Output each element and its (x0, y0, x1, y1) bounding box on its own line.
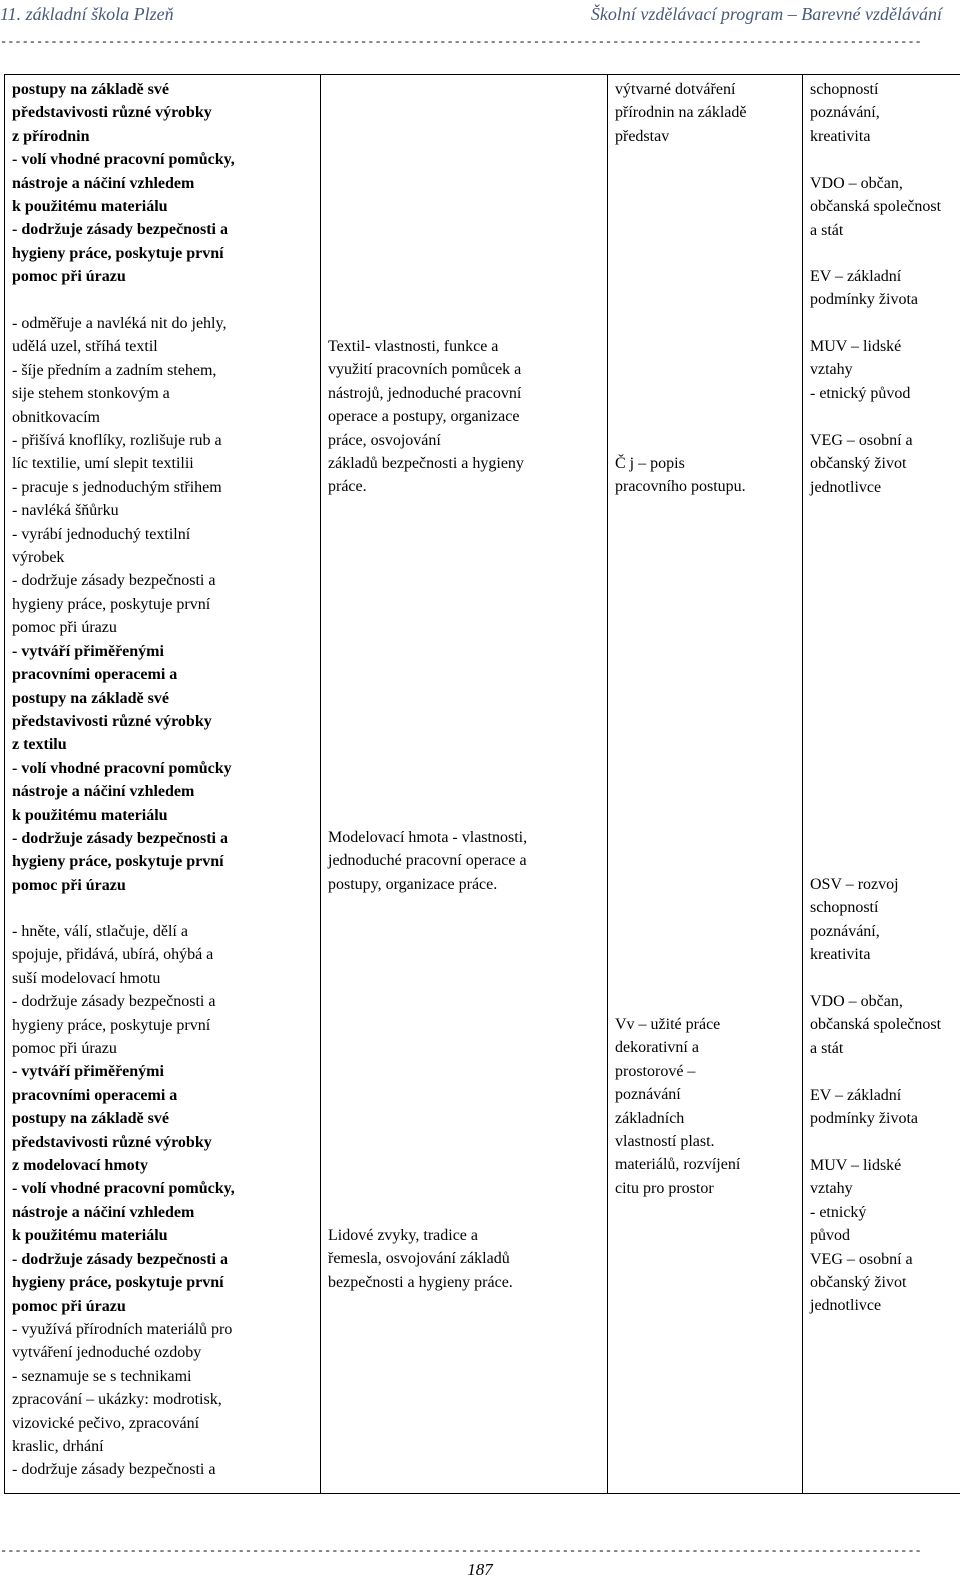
text-line: vztahy (810, 361, 853, 379)
footer-rule: -------------------------------------------------------------------------------------------------------------------------------- (0, 1545, 922, 1557)
text-line: výrobek (12, 549, 65, 567)
text-line: Vv – užité práce (615, 1016, 721, 1033)
text-line: občanská společnost (810, 198, 942, 216)
text-line: Č j – popis (615, 455, 685, 472)
text-line: kreativita (810, 946, 871, 964)
table-row (5, 75, 960, 1494)
outcomes-block-hmota (12, 920, 313, 1482)
theme-ev-2 (810, 1084, 960, 1131)
text-line: VEG – osobní a (810, 432, 913, 449)
text-line: - využívá přírodních materiálů pro (12, 1320, 233, 1338)
text-line: z textilu (12, 736, 67, 754)
text-line: obnitkovacím (12, 408, 100, 426)
relation-cj (615, 452, 795, 499)
text-line: - etnický (810, 1203, 867, 1221)
text-line: představ (615, 127, 670, 145)
text-line: pracovního postupu. (615, 478, 746, 496)
text-line: práce, osvojování (328, 431, 441, 449)
text-line: EV – základní (810, 1087, 902, 1104)
text-line: VEG – osobní a (810, 1250, 913, 1268)
text-line: pracovními operacemi a (12, 666, 178, 684)
text-line: vizovické pečivo, zpracování (12, 1414, 200, 1432)
text-line: operace a postupy, organizace (328, 408, 520, 426)
relation-vytvarne (615, 78, 795, 148)
text-line: občanská společnost (810, 1016, 942, 1034)
text-line: - vytváří přiměřenými (12, 1063, 164, 1081)
text-line: - etnický původ (810, 384, 911, 402)
text-line: k použitému materiálu (12, 806, 168, 824)
text-line: - přišívá knoflíky, rozlišuje rub a (12, 432, 222, 450)
text-line: - dodržuje zásady bezpečnosti a (12, 1461, 216, 1479)
text-line: líc textilie, umí slepit textilii (12, 455, 194, 473)
text-line: nástroje a náčiní vzhledem (12, 1203, 195, 1221)
text-line: - odměřuje a navléká nit do jehly, (12, 315, 227, 332)
text-line: a stát (810, 1039, 844, 1057)
text-line: - šíje předním a zadním stehem, (12, 361, 217, 379)
relation-vv (615, 1013, 795, 1200)
text-line: postupy na základě své (12, 1110, 169, 1128)
text-line: - vyrábí jednoduchý textilní (12, 525, 191, 543)
text-line: představivosti různé výrobky (12, 712, 212, 730)
text-line: VDO – občan, (810, 175, 903, 192)
text-line: podmínky života (810, 1110, 918, 1128)
text-line: - dodržuje zásady bezpečnosti a (12, 572, 216, 590)
theme-osv-1 (810, 78, 960, 148)
text-line: občanský život (810, 455, 907, 473)
text-line: základů bezpečnosti a hygieny (328, 455, 524, 473)
text-line: - dodržuje zásady bezpečnosti a (12, 221, 228, 239)
text-line: nástrojů, jednoduché pracovní (328, 384, 522, 402)
themes-column (803, 75, 960, 1494)
text-line: zpracování – ukázky: modrotisk, (12, 1391, 222, 1409)
text-line: občanský život (810, 1274, 907, 1292)
theme-muv-1 (810, 335, 960, 405)
text-line: z přírodnin (12, 127, 90, 145)
text-line: Lidové zvyky, tradice a (328, 1227, 479, 1244)
text-line: nástroje a náčiní vzhledem (12, 783, 195, 801)
text-line: schopností (810, 81, 879, 98)
text-line: z modelovací hmoty (12, 1157, 148, 1175)
text-line: EV – základní (810, 268, 902, 285)
text-line: původ (810, 1227, 850, 1245)
text-line: práce. (328, 478, 367, 496)
theme-vdo-2 (810, 990, 960, 1060)
content-lidove-zvyky (328, 1224, 600, 1294)
text-line: postupy, organizace práce. (328, 875, 498, 893)
text-line: jednotlivce (810, 1297, 882, 1315)
text-line: sije stehem stonkovým a (12, 385, 170, 403)
text-line: představivosti různé výrobky (12, 104, 212, 122)
text-line: - volí vhodné pracovní pomůcky, (12, 1180, 235, 1198)
outcomes-column (5, 75, 321, 1494)
text-line: hygieny práce, poskytuje první (12, 1016, 211, 1034)
text-line: prostorové – (615, 1062, 696, 1080)
text-line: citu pro prostor (615, 1179, 714, 1197)
text-line: dekorativní a (615, 1039, 699, 1057)
text-line: hygieny práce, poskytuje první (12, 595, 211, 613)
text-line: hygieny práce, poskytuje první (12, 853, 224, 871)
header-rule: -------------------------------------------------------------------------------------------------------------------------------- (0, 36, 922, 48)
text-line: poznávání, (810, 104, 880, 122)
text-line: MUV – lidské (810, 338, 902, 355)
text-line: hygieny práce, poskytuje první (12, 1274, 224, 1292)
text-line: postupy na základě své (12, 81, 169, 98)
text-line: schopností (810, 899, 879, 917)
text-line: - pracuje s jednoduchým střihem (12, 478, 222, 496)
text-line: výtvarné dotváření (615, 81, 736, 98)
curriculum-table (4, 74, 960, 1494)
outcomes-block-prirodniny (12, 78, 313, 289)
text-line: jednoduché pracovní operace a (328, 852, 527, 870)
text-line: VDO – občan, (810, 993, 903, 1010)
text-line: základních (615, 1109, 685, 1127)
text-line: pracovními operacemi a (12, 1086, 178, 1104)
text-line: bezpečnosti a hygieny práce. (328, 1273, 513, 1291)
content-modelovaci-hmota (328, 826, 600, 896)
text-line: - navléká šňůrku (12, 502, 119, 520)
text-line: - seznamuje se s technikami (12, 1367, 192, 1385)
text-line: udělá uzel, stříhá textil (12, 338, 158, 356)
text-line: - dodržuje zásady bezpečnosti a (12, 1250, 228, 1268)
text-line: spojuje, přidává, ubírá, ohýbá a (12, 946, 214, 964)
theme-muv-veg-2 (810, 1154, 960, 1318)
theme-osv-2 (810, 873, 960, 967)
text-line: Textil- vlastnosti, funkce a (328, 338, 499, 355)
text-line: řemesla, osvojování základů (328, 1250, 510, 1268)
content-column (321, 75, 608, 1494)
text-line: suší modelovací hmotu (12, 969, 161, 987)
page-number: 187 (467, 1560, 493, 1579)
text-line: pomoc při úrazu (12, 1040, 117, 1058)
text-line: nástroje a náčiní vzhledem (12, 174, 195, 192)
text-line: vytváření jednoduché ozdoby (12, 1344, 202, 1362)
text-line: OSV – rozvoj (810, 876, 899, 893)
text-line: vlastností plast. (615, 1133, 715, 1151)
text-line: přírodnin na základě (615, 104, 747, 122)
cross-subject-column (608, 75, 803, 1494)
theme-ev-1 (810, 265, 960, 312)
text-line: využití pracovních pomůcek a (328, 361, 522, 379)
text-line: materiálů, rozvíjení (615, 1156, 741, 1174)
text-line: kraslic, drhání (12, 1437, 104, 1455)
text-line: - dodržuje zásady bezpečnosti a (12, 993, 216, 1011)
text-line: hygieny práce, poskytuje první (12, 244, 224, 262)
text-line: - hněte, válí, stlačuje, dělí a (12, 923, 188, 940)
text-line: pomoc při úrazu (12, 619, 117, 637)
theme-veg-1 (810, 429, 960, 499)
text-line: Modelovací hmota - vlastnosti, (328, 829, 528, 846)
text-line: postupy na základě své (12, 689, 169, 707)
content-textil (328, 335, 600, 499)
text-line: jednotlivce (810, 478, 882, 496)
text-line: k použitému materiálu (12, 1227, 168, 1245)
text-line: - volí vhodné pracovní pomůcky (12, 759, 232, 777)
text-line: a stát (810, 221, 844, 239)
outcomes-block-textil (12, 312, 313, 897)
text-line: - dodržuje zásady bezpečnosti a (12, 829, 228, 847)
text-line: - vytváří přiměřenými (12, 642, 164, 660)
text-line: poznávání, (810, 922, 880, 940)
text-line: MUV – lidské (810, 1157, 902, 1174)
school-name: 11. základní škola Plzeň (0, 4, 174, 24)
program-name: Školní vzdělávací program – Barevné vzdělávání (590, 4, 942, 24)
text-line: pomoc při úrazu (12, 268, 126, 286)
text-line: poznávání (615, 1086, 681, 1104)
theme-vdo-1 (810, 172, 960, 242)
text-line: k použitému materiálu (12, 198, 168, 216)
text-line: pomoc při úrazu (12, 876, 126, 894)
text-line: pomoc při úrazu (12, 1297, 126, 1315)
text-line: kreativita (810, 127, 871, 145)
text-line: podmínky života (810, 291, 918, 309)
text-line: představivosti různé výrobky (12, 1133, 212, 1151)
text-line: - volí vhodné pracovní pomůcky, (12, 151, 235, 169)
text-line: vztahy (810, 1180, 853, 1198)
